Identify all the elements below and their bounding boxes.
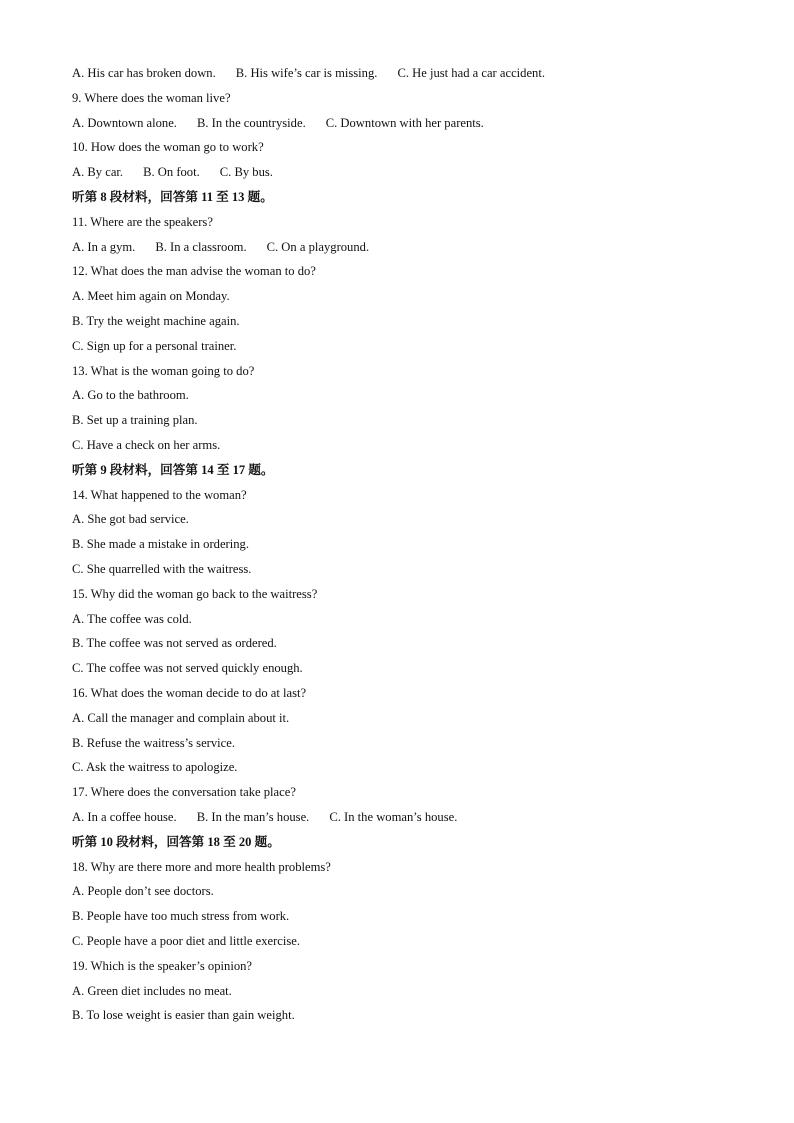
answer-options-row	[72, 164, 273, 180]
answer-option: B. In the countryside.	[196, 115, 306, 130]
question-line: A. Go to the bathroom.	[72, 388, 189, 403]
answer-options-row	[72, 115, 484, 131]
question-line: B. To lose weight is easier than gain weight.	[72, 1008, 295, 1023]
question-line: A. Call the manager and complain about it.	[72, 710, 290, 725]
answer-option: A. Downtown alone.	[72, 115, 177, 130]
answer-options-row	[72, 239, 369, 255]
question-line: 11. Where are the speakers?	[72, 214, 213, 229]
question-line: 18. Why are there more and more health problems?	[72, 859, 331, 874]
answer-option: A. In a coffee house.	[72, 810, 177, 824]
answer-option: A. His car has broken down.	[72, 66, 216, 80]
answer-option: C. In the woman’s house.	[329, 810, 458, 824]
section-heading: 听第 10 段材料，回答第 18 至 20 题。	[72, 834, 280, 849]
question-line: B. Set up a training plan.	[72, 413, 198, 428]
section-heading: 听第 9 段材料，回答第 14 至 17 题。	[72, 462, 274, 477]
question-line: B. Try the weight machine again.	[72, 314, 240, 328]
answer-options-row	[72, 65, 545, 81]
question-line: 15. Why did the woman go back to the waitress?	[72, 586, 318, 601]
question-line: B. The coffee was not served as ordered.	[72, 636, 277, 651]
answer-option: B. His wife’s car is missing.	[235, 66, 378, 80]
question-line: C. The coffee was not served quickly enough.	[72, 661, 303, 676]
answer-options-row	[72, 809, 457, 825]
question-line: C. People have a poor diet and little exercise.	[72, 934, 301, 948]
answer-option: B. In a classroom.	[155, 239, 247, 254]
question-line: A. Meet him again on Monday.	[72, 289, 230, 304]
question-line: A. The coffee was cold.	[72, 611, 192, 626]
question-line: C. Have a check on her arms.	[72, 438, 221, 452]
question-line: 14. What happened to the woman?	[72, 487, 247, 502]
question-line: C. Ask the waitress to apologize.	[72, 760, 238, 775]
answer-option: C. By bus.	[219, 165, 273, 180]
question-line: B. She made a mistake in ordering.	[72, 537, 249, 552]
question-line: C. She quarrelled with the waitress.	[72, 562, 252, 576]
answer-option: C. He just had a car accident.	[397, 66, 546, 80]
question-line: 17. Where does the conversation take place?	[72, 785, 296, 800]
question-line: B. People have too much stress from work.	[72, 909, 290, 924]
answer-option: B. In the man’s house.	[196, 810, 310, 824]
answer-option: A. By car.	[72, 165, 124, 180]
question-line: A. She got bad service.	[72, 512, 189, 527]
question-line: 10. How does the woman go to work?	[72, 140, 264, 155]
answer-option: C. Downtown with her parents.	[325, 115, 484, 130]
question-line: 13. What is the woman going to do?	[72, 363, 255, 378]
question-line: 19. Which is the speaker’s opinion?	[72, 958, 253, 973]
question-line: 16. What does the woman decide to do at last?	[72, 686, 307, 700]
answer-option: C. On a playground.	[266, 239, 370, 254]
question-line: A. People don’t see doctors.	[72, 884, 214, 899]
question-line: B. Refuse the waitress’s service.	[72, 735, 235, 750]
answer-option: A. In a gym.	[72, 239, 136, 254]
answer-option: B. On foot.	[143, 165, 200, 180]
question-line: 9. Where does the woman live?	[72, 90, 231, 105]
question-line: C. Sign up for a personal trainer.	[72, 338, 237, 353]
question-line: 12. What does the man advise the woman to do?	[72, 264, 316, 279]
section-heading: 听第 8 段材料，回答第 11 至 13 题。	[72, 190, 273, 204]
question-line: A. Green diet includes no meat.	[72, 983, 232, 998]
